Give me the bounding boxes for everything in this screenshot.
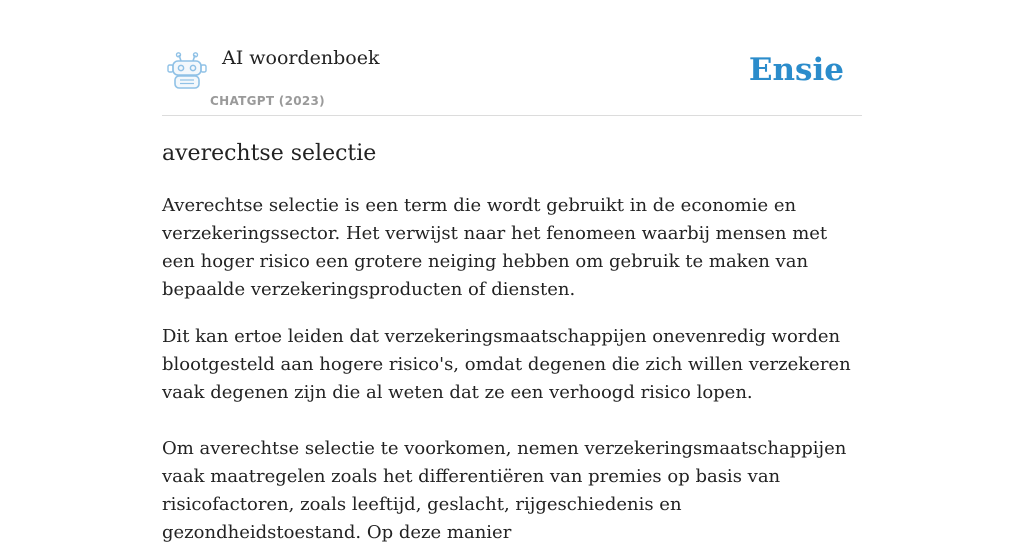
source-title[interactable]: AI woordenboek bbox=[222, 47, 380, 69]
entry-paragraph: Om averechtse selectie te voorkomen, nemen verzekeringsmaatschappijen vaak maatregelen zoals het differentiëren van premies op basis van risicofactoren, zoals leeftijd, geslacht, rijgeschiedenis en gezondheidstoestand. Op deze manier bbox=[162, 438, 847, 543]
entry-paragraph: Dit kan ertoe leiden dat verzekeringsmaatschappijen onevenredig worden blootgesteld aan hogere risico's, omdat degenen die zich willen verzekeren vaak degenen zijn die al weten dat ze een verhoogd risico lopen. bbox=[162, 326, 851, 403]
ensie-logo[interactable]: Ensie bbox=[748, 52, 844, 88]
source-meta: CHATGPT (2023) bbox=[210, 94, 325, 108]
header bbox=[162, 0, 862, 116]
entry-term: averechtse selectie bbox=[162, 141, 377, 166]
entry-body bbox=[162, 192, 862, 547]
robot-icon bbox=[166, 52, 208, 90]
entry-paragraph: Averechtse selectie is een term die wordt gebruikt in de economie en verzekeringssector. Het verwijst naar het fenomeen waarbij mensen met een hoger risico een grotere neiging hebben om gebruik te maken van bepaalde verzekeringsproducten of diensten. bbox=[162, 195, 828, 300]
